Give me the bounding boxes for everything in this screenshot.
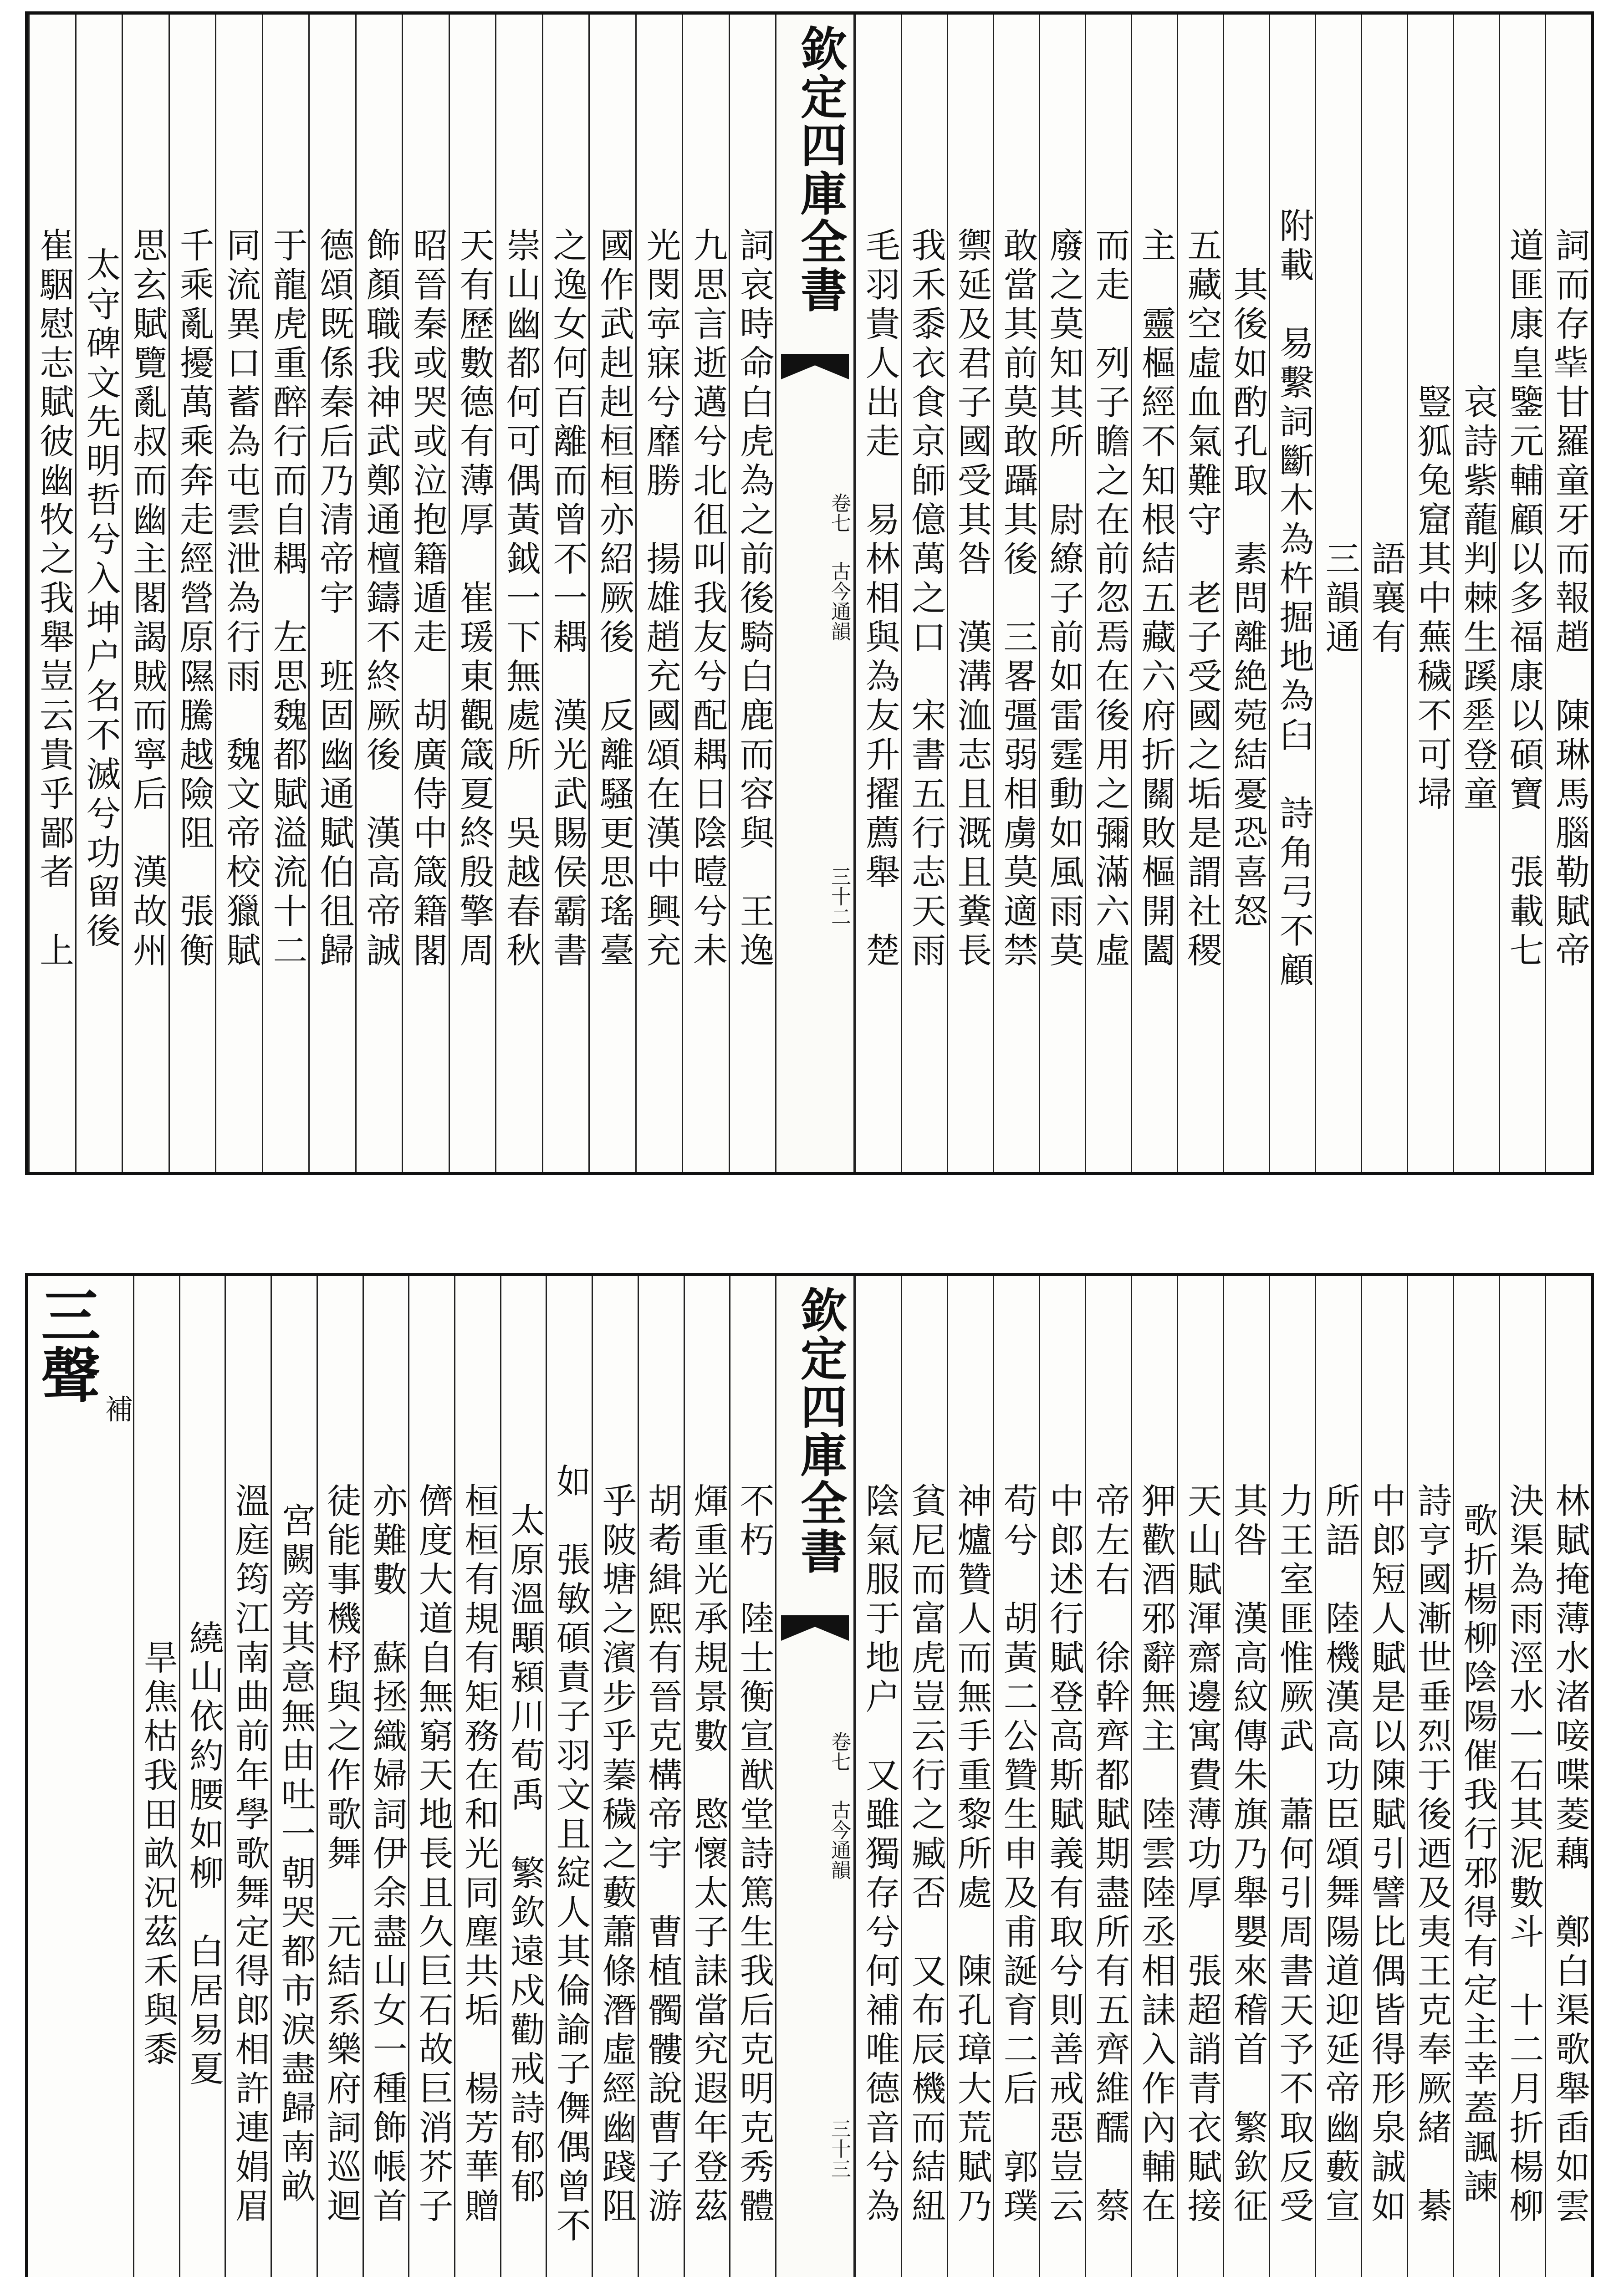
text-column: 詞哀時命白虎為之前後騎白鹿而容與 王逸: [729, 15, 776, 1172]
text-column: 宮闕旁其意無由吐一朝哭都市淚盡歸南畝: [271, 1276, 317, 2277]
text-column: 亦難數 蘇拯織婦詞伊余盡山女一種飾帳首: [363, 1276, 409, 2277]
text-column: 煇重光承規景數 愍懷太子誄當究遐年登茲: [684, 1276, 730, 2277]
text-column: 其咎 漢高紋傳朱旗乃舉嬰來稽首 繁欽征: [1223, 1276, 1269, 2277]
text-column: 太守碑文先明哲兮入坤户名不滅兮功留後: [75, 15, 122, 1172]
text-column: 于龍虎重醉行而自耦 左思魏都賦溢流十二: [262, 15, 309, 1172]
top-page-header: [775, 15, 855, 1172]
text-column: 五藏空虛血氣難守 老子受國之垢是謂社稷: [1177, 15, 1223, 1172]
text-column: 太原溫顒潁川荀禹 繁欽遠戍勸戒詩郁郁: [500, 1276, 546, 2277]
bottom-page-folio: 三十三: [827, 2119, 851, 2179]
text-column: 苟兮 胡黃二公贊生申及甫誕育二后 郭璞: [993, 1276, 1039, 2277]
text-column: 詩亨國漸世垂烈于後迺及夷王克奉厥緒 綦: [1407, 1276, 1453, 2277]
bottom-page-book-title: 古今通韻: [827, 1800, 851, 1880]
top-page-book-title: 古今通韻: [827, 561, 851, 641]
side-tab-sub: 補: [100, 1394, 133, 1423]
bottom-page-volume: 卷七: [827, 1731, 851, 1772]
text-column: 主 靈樞經不知根結五藏六府折關敗樞開闔: [1131, 15, 1177, 1172]
text-column: 德頌既係秦后乃清帝宇 班固幽通賦伯徂歸: [308, 15, 355, 1172]
text-column: 帝左右 徐幹齊都賦期盡所有五齊維醹 蔡: [1085, 1276, 1131, 2277]
top-page-title: 欽定四庫全書: [793, 25, 848, 314]
text-column: 而走 列子瞻之在前忽焉在後用之彌滿六虛: [1085, 15, 1131, 1172]
text-column: 繞山依約腰如柳 白居易夏: [179, 1276, 225, 2277]
text-column: 千乘亂擾萬乘奔走經營原隰騰越險阻 張衡: [169, 15, 215, 1172]
side-tab-heading: 三聲: [31, 1285, 101, 1404]
text-column: 神爐贊人而無手重黎所處 陳孔璋大荒賦乃: [947, 1276, 993, 2277]
text-column: 哀詩紫蘢判棘生蹊𢀩登童: [1453, 15, 1499, 1172]
bottom-page: [25, 1273, 1594, 2277]
top-fish-tail-ornament: [781, 354, 849, 379]
text-column: 如 張敏碩責子羽文且綻人其倫諭子儛偶曾不: [546, 1276, 592, 2277]
text-column: 溫庭筠江南曲前年學歌舞定得郎相許連娟眉: [225, 1276, 271, 2277]
text-column: 徒能事機杼與之作歌舞 元結系樂府詞巡迴: [317, 1276, 363, 2277]
bottom-page-header: [775, 1276, 855, 2277]
text-column: 桓桓有規有矩務在和光同塵共垢 楊芳華贈: [454, 1276, 500, 2277]
text-column: 同流異口蓄為屯雲泄為行雨 魏文帝校獵賦: [215, 15, 262, 1172]
text-column: 所語 陸機漢高功臣頌舞陽道迎延帝幽藪宣: [1315, 1276, 1361, 2277]
top-page-folio: 三十二: [827, 866, 851, 926]
top-page-volume: 卷七: [827, 493, 851, 533]
bottom-fish-tail-ornament: [781, 1615, 849, 1641]
text-column: 毛羽貴人出走 易林相與為友升擢薦舉 楚: [855, 15, 901, 1172]
text-column: 決渠為雨涇水一石其泥數斗 十二月折楊柳: [1499, 1276, 1545, 2277]
text-column: 天有歷數德有薄厚 崔瑗東觀箴夏終殷擎周: [449, 15, 495, 1172]
text-column: 林賦掩薄水渚唼喋菱藕 鄭白渠歌舉臿如雲: [1545, 1276, 1591, 2277]
text-column: 崔駰慰志賦彼幽牧之我舉豈云貴乎鄙者 上: [28, 15, 75, 1172]
bottom-page-title: 欽定四庫全書: [793, 1286, 848, 1576]
text-column: 旱焦枯我田畝況茲禾與黍: [133, 1276, 179, 2277]
text-column: 貧尼而富虎豈云行之臧否 又布辰機而結紐: [901, 1276, 947, 2277]
text-column: 飾顏職我神武鄭通檀鑄不終厥後 漢高帝誠: [355, 15, 402, 1172]
top-page: [25, 11, 1594, 1175]
text-column: 敢當其前莫敢躡其後 三畧彊弱相虜莫適禁: [993, 15, 1039, 1172]
text-column: 道匪康皇鑒元輔顧以多福康以碩寶 張載七: [1499, 15, 1545, 1172]
text-column: 禦延及君子國受其咎 漢溝洫志且溉且糞長: [947, 15, 993, 1172]
text-column: 廢之莫知其所 尉繚子前如雷霆動如風雨莫: [1039, 15, 1085, 1172]
text-column: 我禾黍衣食京師億萬之口 宋書五行志天雨: [901, 15, 947, 1172]
text-column: 附載 易繫詞斷木為杵掘地為臼 詩角弓不顧: [1269, 15, 1315, 1172]
text-column: 之逸女何百離而曾不一耦 漢光武賜侯霸書: [542, 15, 589, 1172]
text-column: 昭晉秦或哭或泣抱籍遁走 胡廣侍中箴籍閣: [402, 15, 449, 1172]
text-column: 國作武赳赳桓桓亦紹厥後 反離騷更思瑤臺: [588, 15, 635, 1172]
text-column: 狎歡酒邪辭無主 陸雲陸丞相誄入作內輔在: [1131, 1276, 1177, 2277]
text-column: 其後如酌孔取 素問離絶菀結憂恐喜怒: [1223, 15, 1269, 1172]
text-column: 光閔𡨴寐兮靡勝 揚雄趙充國頌在漢中興充: [635, 15, 682, 1172]
text-column: 胡耇緝熙有晉克構帝宇 曹植髑髏說曹子游: [638, 1276, 684, 2277]
text-column: 陰氣服于地户 又雖獨存兮何補唯德音兮為: [855, 1276, 901, 2277]
text-column: 語襄有: [1361, 15, 1407, 1172]
text-column: 儕度大道自無窮天地長且久巨石故巨消芥子: [408, 1276, 454, 2277]
text-column: 天山賦渾齋邊寓費薄功厚 張超誚青衣賦接: [1177, 1276, 1223, 2277]
text-column: 歌折楊柳陰陽催我行邪得有定主幸蓋諷諫: [1453, 1276, 1499, 2277]
text-column: 中郎述行賦登高斯賦義有取兮則善戒惡豈云: [1039, 1276, 1085, 2277]
text-column: 崇山幽都何可偶黃鉞一下無處所 吳越春秋: [495, 15, 542, 1172]
text-column: 詞而存𦍧甘羅童牙而報趙 陳琳馬腦勒賦帝: [1545, 15, 1591, 1172]
text-column: 豎狐兔窟其中蕪穢不可埽: [1407, 15, 1453, 1172]
text-column: 三韻通: [1315, 15, 1361, 1172]
text-column: 思玄賦覽亂叔而幽主閣謁賊而寧后 漢故州: [122, 15, 169, 1172]
text-column: 九思言逝邁兮北徂叫我友兮配耦日陰曀兮未: [682, 15, 729, 1172]
text-column: 乎陂塘之濱步乎蓁穢之藪蕭條潛虛經幽踐阻: [592, 1276, 638, 2277]
text-column: 力王室匪惟厥武 蕭何引周書天予不取反受: [1269, 1276, 1315, 2277]
text-column: 不朽 陸士衡宣猷堂詩篤生我后克明克秀體: [729, 1276, 775, 2277]
text-column: 中郎短人賦是以陳賦引譬比偶皆得形泉誠如: [1361, 1276, 1407, 2277]
